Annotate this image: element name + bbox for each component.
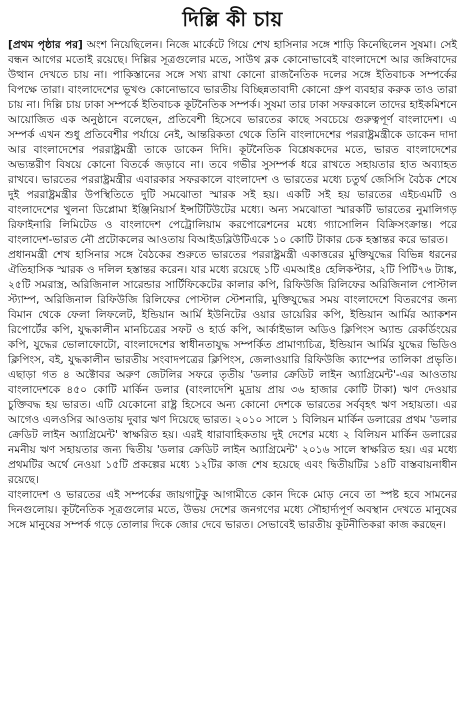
- article-paragraph: [8, 38, 457, 248]
- continued-from-tag: [প্রথম পৃষ্ঠার পর]: [8, 39, 83, 51]
- headline: দিল্লি কী চায়: [182, 7, 283, 31]
- article-paragraph: প্রধানমন্ত্রী শেখ হাসিনার সঙ্গে বৈঠকের শুরুতে ভারতের পররাষ্ট্রমন্ত্রী একাত্তরের মুক্তিযুদ্ধের বিভিন্ন ধরনের ঐতিহাসিক স্মারক ও দলিল হস্তান্তর করেন। যার মধ্যে রয়েছে ১টি এমআই৪ হেলিকপ্টার, ২টি পিটি৭৬ ট্যাঙ্ক, ২৫টি সমরাস্ত্র, অরিজিনাল সারেন্ডার সার্টিফিকেটের কালার কপি, রিফিউজি রিলিফের অরিজিনাল পোস্টাল স্ট্যাম্প, অরিজিনাল রিফিউজি রিলিফের পোস্টাল স্টেশনারি, মুক্তিযুদ্ধের সময় বাংলাদেশে বিতরণের জন্য বিমান থেকে ফেলা লিফলেট, ইন্ডিয়ান আর্মি ইউনিটের ওয়ার ডায়েরির কপি, ইন্ডিয়ান আর্মির অ্যাকশন রিপোর্টের কপি, যুদ্ধকালীন মানচিত্রের সফট ও হার্ড কপি, আর্কাইভাল অডিও ক্লিপিংস অ্যান্ড রেকর্ডিংয়ের কপি, যুদ্ধের ভোলাফোটো, বাংলাদেশের স্বাধীনতাযুদ্ধ সম্পর্কিত প্রামাণ্যচিত্র, ইন্ডিয়ান আর্মির যুদ্ধের ভিডিও ক্লিপিংস, বই, যুদ্ধকালীন ভারতীয় সংবাদপত্রের ক্লিপিংস, জেলাওয়ারি রিফিউজি ক্যাম্পের তালিকা প্রভৃতি। এছাড়া গত ৪ অক্টোবর অরুণ জেটলির সফরে তৃতীয় 'ডলার ক্রেডিট লাইন অ্যাগ্রিমেন্ট'-এর আওতায় বাংলাদেশকে ৪৫০ কোটি মার্কিন ডলার (বাংলাদেশি মুদ্রায় প্রায় ৩৬ হাজার কোটি টাকা) ঋণ দেওয়ার চুক্তিবদ্ধ হয় ভারত। এটি যেকোনো রাষ্ট্র হিসেবে অন্য কোনো দেশকে ভারতের সর্ববৃহৎ ঋণ সহায়তা। এর আগেও এলওসির আওতায় দুবার ঋণ দিয়েছে ভারত। ২০১০ সালে ১ বিলিয়ন মার্কিন ডলারের প্রথম 'ডলার ক্রেডিট লাইন অ্যাগ্রিমেন্ট' স্বাক্ষরিত হয়। এরই ধারাবাহিকতায় দুই দেশের মধ্যে ২ বিলিয়ন মার্কিন ডলারের নমনীয় ঋণ সহায়তার জন্য দ্বিতীয় 'ডলার ক্রেডিট লাইন অ্যাগ্রিমেন্ট' ২০১৬ সালে স্বাক্ষরিত হয়। এর মধ্যে প্রথমটির অর্থে নেওয়া ১৫টি প্রকল্পের মধ্যে ১২টির কাজ শেষ হয়েছে এবং দ্বিতীয়টির ১৪টি বাস্তবায়নাধীন রয়েছে।: [8, 249, 457, 486]
- article-paragraph: বাংলাদেশ ও ভারতের এই সম্পর্কের জায়গাটুকু আগামীতে কোন দিকে মোড় নেবে তা স্পষ্ট হবে সামনের দিনগুলোয়। কূটনৈতিক সূত্রগুলোর মতে, উভয় দেশের জনগণের মধ্যে সৌহার্দ্যপূর্ণ অবস্থান দেখতে মানুষের সঙ্গে মানুষের সম্পর্ক গড়ে তোলার দিকে জোর দেবে ভারত। সেভাবেই ভারতীয় কূটনীতিকরা কাজ করছেন।: [8, 489, 457, 531]
- article-body: [8, 38, 457, 533]
- paragraph-text: অংশ নিয়েছিলেন। নিজে মার্কেটে গিয়ে শেখ হাসিনার সঙ্গে শাড়ি কিনেছিলেন সুষমা। সেই বন্ধন আগের মতোই রয়েছে। দিল্লির সূত্রগুলোর মতে, সাউথ ব্লক কোনোভাবেই বাংলাদেশে আর জঙ্গিবাদের উত্থান দেখতে চায় না। পাকিস্তানের সঙ্গে সখ্য রাখা কোনো রাজনৈতিক দলের সঙ্গে ইতিবাচক সম্পর্কের বিপক্ষে তারা। বাংলাদেশের ভূখণ্ড কোনোভাবে ভারতীয় বিচ্ছিন্নতাবাদী কোনো গ্রুপ ব্যবহার করুক তাও তারা চায় না। দিল্লি চায় ঢাকা সম্পর্কে ইতিবাচক কূটনৈতিক সম্পর্ক। সুষমা তার ঢাকা সফরকালে তাদের হাইকমিশনে আয়োজিত এক অনুষ্ঠানে বলেছেন, প্রতিবেশী হিসেবে ভারতের কাছে সবচেয়ে গুরুত্বপূর্ণ বাংলাদেশ। এ সম্পর্ক এখন শুধু প্রতিবেশীর পর্যায়ে নেই, আন্তরিকতা থেকে তিনি বাংলাদেশের পররাষ্ট্রমন্ত্রীকে ডাকেন দাদা আর বাংলাদেশের পররাষ্ট্রমন্ত্রী তাকে ডাকেন দিদি। কূটনৈতিক বিশ্লেষকদের মতে, ভারত বাংলাদেশের অভ্যন্তরীণ বিষয়ে কোনো বিতর্কে জড়াবে না। তবে গভীর সুসম্পর্ক ধরে রাখতে সহায়তার হাত অব্যাহত রাখবে। ভারতের পররাষ্ট্রমন্ত্রীর এবারকার সফরকালে বাংলাদেশ ও ভারতের মধ্যে চতুর্থ জেসিসি বৈঠক শেষে দুই পররাষ্ট্রমন্ত্রীর উপস্থিতিতে দুটি সমঝোতা স্মারক সই হয়। একটি সই হয় ভারতের এইচএমটি ও বাংলাদেশের খুলনা ডিপ্লোমা ইঞ্জিনিয়ার্স ইন্সটিটিউটের মধ্যে। অন্য সমঝোতা স্মারকটি ভারতের নুমালিগড় রিফাইনারি লিমিটেড ও বাংলাদেশ পেট্রোলিয়াম করপোরেশনের মধ্যে গ্যাসোলিন বিক্রিসংক্রান্ত। পরে বাংলাদেশ-ভারত নৌ প্রটোকলের আওতায় বিআইডব্লিউটিএকে ১০ কোটি টাকার চেক হস্তান্তর করে ভারত।: [8, 39, 457, 246]
